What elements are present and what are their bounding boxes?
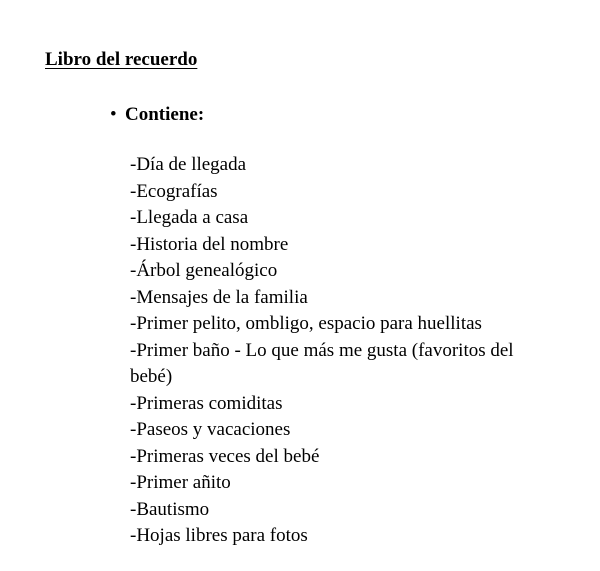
list-item: -Ecografías xyxy=(130,180,218,202)
list-item: -Bautismo xyxy=(130,498,210,520)
list-item: -Primeras comiditas xyxy=(130,392,283,414)
section-heading-label: Contiene: xyxy=(125,104,205,125)
list-item: -Historia del nombre xyxy=(130,233,289,255)
list-item: -Día de llegada xyxy=(130,154,247,175)
list-item: -Primer añito xyxy=(130,472,231,493)
bullet-icon: • xyxy=(110,104,117,125)
section-heading xyxy=(110,102,204,128)
list-item: -Árbol genealógico xyxy=(130,260,278,281)
list-item: -Hojas libres para fotos xyxy=(130,525,308,546)
list-item: -Primer baño - Lo que más me gusta (favoritos del bebé) xyxy=(130,339,514,387)
list-item: -Primer pelito, ombligo, espacio para huellitas xyxy=(130,313,482,334)
list-item: -Llegada a casa xyxy=(130,207,249,228)
list-item: -Paseos y vacaciones xyxy=(130,419,291,440)
contents-list xyxy=(130,152,560,550)
list-item: -Mensajes de la familia xyxy=(130,286,308,308)
document-title: Libro del recuerdo xyxy=(45,49,198,70)
list-item: -Primeras veces del bebé xyxy=(130,445,320,467)
